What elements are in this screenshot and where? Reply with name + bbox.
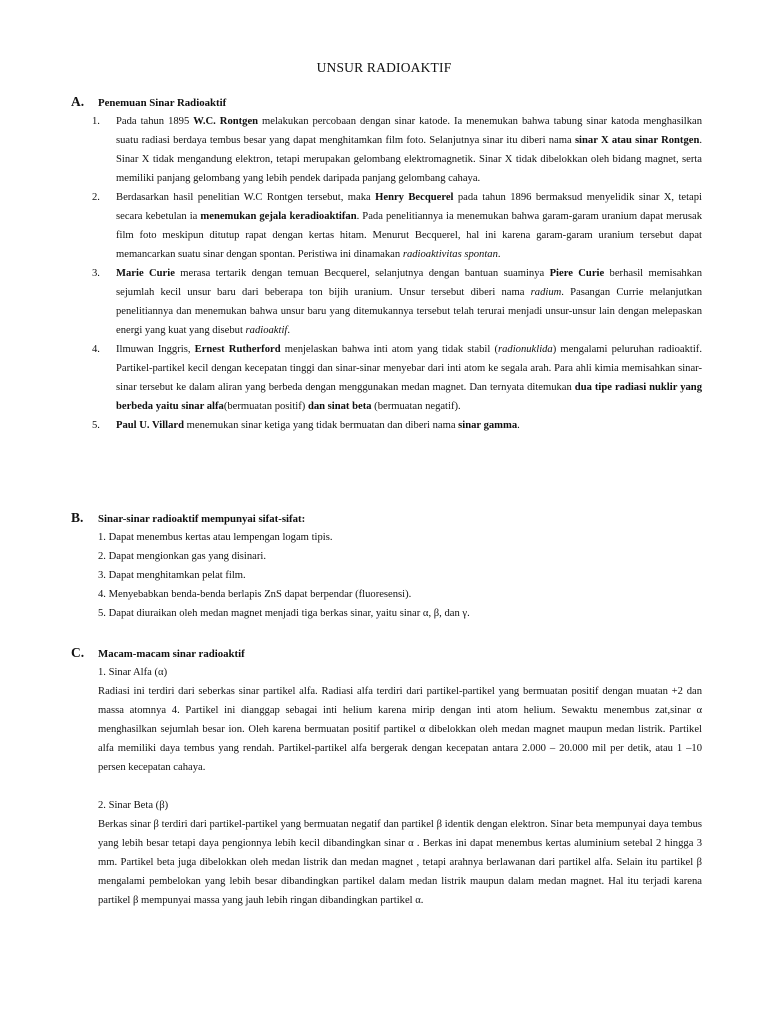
bold-term: Henry Becquerel: [375, 192, 454, 203]
discovery-item-text: [116, 112, 702, 188]
discovery-item-text: [116, 340, 702, 416]
text-run: . Pasangan Currie melanjutkan penelitiannya dan menemukan bahwa unsur baru yang ditemukannya tersebut telah terurai menjadi unsur-unsur lain dengan melepaskan energi yang kuat yang disebut: [116, 287, 702, 336]
text-run: menemukan sinar ketiga yang tidak bermuatan dan diberi nama: [184, 420, 459, 431]
document-title: UNSUR RADIOAKTIF: [316, 60, 452, 75]
bold-term: Ernest Rutherford: [194, 344, 281, 355]
discovery-item: [92, 188, 702, 264]
alpha-ray-paragraph: Radiasi ini terdiri dari seberkas sinar partikel alfa. Radiasi alfa terdiri dari partikel-partikel yang bermuatan positif dengan muatan +2 dan massa atomnya 4. Partikel ini dianggap sebagai inti helium karena mirip dengan inti atom helium. Sewaktu menembus zat,sinar α menghasilkan sejumlah besar ion. Oleh karena bermuatan positif partikel α dibelokkan oleh medan magnet maupun medan listrik. Partikel alfa memiliki daya tembus yang rendah. Partikel-partikel alfa bergerak dengan kecepatan antara 2.000 – 20.000 mil per detik, atau 1 –10 persen kecepatan cahaya.: [98, 686, 702, 773]
text-run: Berdasarkan hasil penelitian W.C Rontgen tersebut, maka: [116, 192, 376, 203]
text-run: Ilmuwan Inggris,: [116, 344, 195, 355]
bold-term: dua tipe radiasi nuklir yang berbeda yaitu sinar alfa: [116, 382, 702, 412]
section-c: [71, 643, 702, 910]
italic-term: radium: [530, 287, 562, 298]
text-run: (bermuatan positif): [223, 401, 308, 412]
bold-term: Marie Curie: [116, 268, 175, 279]
property-item: 5. Dapat diuraikan oleh medan magnet menjadi tiga berkas sinar, yaitu sinar α, β, dan γ.: [98, 608, 470, 619]
beta-ray-paragraph: Berkas sinar β terdiri dari partikel-partikel yang bermuatan negatif dan partikel β identik dengan elektron. Sinar beta mempunyai daya tembus yang lebih besar tetapi daya pengionnya lebih kecil dibandingkan sinar α . Berkas ini dapat menembus kertas aluminium setebal 2 hingga 3 mm. Partikel beta juga dibelokkan oleh medan listrik dan medan magnet , tetapi arahnya berlawanan dari partikel alfa. Selain itu partikel β mengalami pembelokan yang lebih besar dibandingkan partikel dalam medan listrik maupun dalam medan magnet. Hal itu terjadi karena partikel β mempunyai massa yang jauh lebih ringan dibandingkan partikel α.: [98, 819, 702, 906]
bold-term: Paul U. Villard: [116, 420, 184, 431]
section-b-header: [71, 508, 702, 528]
text-run: berhasil memisahkan sejumlah kecil unsur baru dari beberapa ton bijih uranium. Unsur tersebut diberi nama: [116, 268, 702, 298]
properties-list: [98, 528, 702, 623]
text-run: (bermuatan negatif).: [371, 401, 461, 412]
text-run: melakukan percobaan dengan sinar katode. Ia menemukan bahwa tabung sinar katoda menghasilkan suatu radiasi berdaya tembus besar yang dapat menghitamkan film foto. Selanjutnya sinar itu diberi nama: [116, 116, 702, 146]
section-c-heading: Macam-macam sinar radioaktif: [98, 648, 245, 660]
text-run: merasa tertarik dengan temuan Becquerel, selanjutnya dengan bantuan suaminya: [174, 268, 550, 279]
property-item: 3. Dapat menghitamkan pelat film.: [98, 570, 246, 581]
text-run: menjelaskan bahwa inti atom yang tidak stabil (: [280, 344, 498, 355]
section-a: [71, 92, 702, 435]
text-run: .: [287, 325, 290, 336]
text-run: pada tahun 1896 bermaksud menyelidik sinar X, tetapi secara kebetulan ia: [116, 192, 702, 222]
section-b-heading: Sinar-sinar radioaktif mempunyai sifat-sifat:: [98, 513, 306, 525]
beta-ray-title: 2. Sinar Beta (β): [98, 800, 169, 811]
section-a-heading: Penemuan Sinar Radioaktif: [98, 97, 227, 109]
bold-term: dan sinat beta: [307, 401, 372, 412]
bold-term: Piere Curie: [549, 268, 605, 279]
property-item: 4. Menyebabkan benda-benda berlapis ZnS dapat berpendar (fluoresensi).: [98, 589, 412, 600]
text-run: Pada tahun 1895: [116, 116, 194, 127]
discovery-list: [92, 112, 702, 435]
discovery-item-number: 5.: [92, 420, 100, 431]
text-run: . Pada penelitiannya ia menemukan bahwa garam-garam uranium dapat merusak film foto meskipun ditutup rapat dengan kertas hitam. Menurut Becquerel, hal ini karena garam-garam uranium tersebut dapat memancarkan suatu sinar dengan spontan. Peristiwa ini dinamakan: [116, 211, 702, 260]
section-c-letter: C.: [71, 645, 85, 660]
section-b: [71, 508, 702, 623]
section-c-header: [71, 643, 702, 663]
text-run: . Sinar X tidak mengandung elektron, tetapi merupakan gelombang elektromagnetik. Sinar X tidak dibelokkan oleh bidang magnet, serta memiliki panjang gelombang yang lebih pendek daripada panjang gelombang cahaya.: [116, 135, 702, 184]
discovery-item-number: 4.: [92, 344, 100, 355]
alpha-ray-title: 1. Sinar Alfa (α): [98, 667, 168, 678]
italic-term: radioaktivitas spontan: [402, 249, 498, 260]
discovery-item: [92, 416, 702, 435]
text-run: .: [517, 420, 520, 431]
property-item: 1. Dapat menembus kertas atau lempengan logam tipis.: [98, 532, 333, 543]
bold-term: W.C. Rontgen: [193, 116, 259, 127]
discovery-item: [92, 340, 702, 416]
discovery-item: [92, 264, 702, 340]
text-run: .: [497, 249, 501, 260]
bold-term: sinar gamma: [458, 420, 518, 431]
italic-term: radionuklida: [498, 344, 553, 355]
discovery-item-number: 3.: [92, 268, 100, 279]
italic-term: radioaktif: [245, 325, 288, 336]
discovery-item-text: [116, 416, 702, 435]
bold-term: sinar X atau sinar Rontgen: [574, 135, 700, 146]
text-run: ) mengalami peluruhan radioaktif. Partikel-partikel kecil dengan kecepatan tinggi dan sinar-sinar menyebar dari inti atom ke segala arah. Para ahli kimia memisahkan sinar-sinar tersebut ke dalam aliran yang berbeda dengan menggunakan medan magnet. Dan ternyata ditemukan: [116, 344, 702, 393]
discovery-item-number: 1.: [92, 116, 100, 127]
discovery-item-text: [116, 188, 702, 264]
discovery-item-number: 2.: [92, 192, 100, 203]
section-a-letter: A.: [71, 94, 85, 109]
discovery-item-text: [116, 264, 702, 340]
section-b-letter: B.: [71, 510, 84, 525]
section-a-header: [71, 92, 702, 112]
property-item: 2. Dapat mengionkan gas yang disinari.: [98, 551, 266, 562]
bold-term: menemukan gejala keradioaktifan: [200, 211, 357, 222]
discovery-item: [92, 112, 702, 188]
